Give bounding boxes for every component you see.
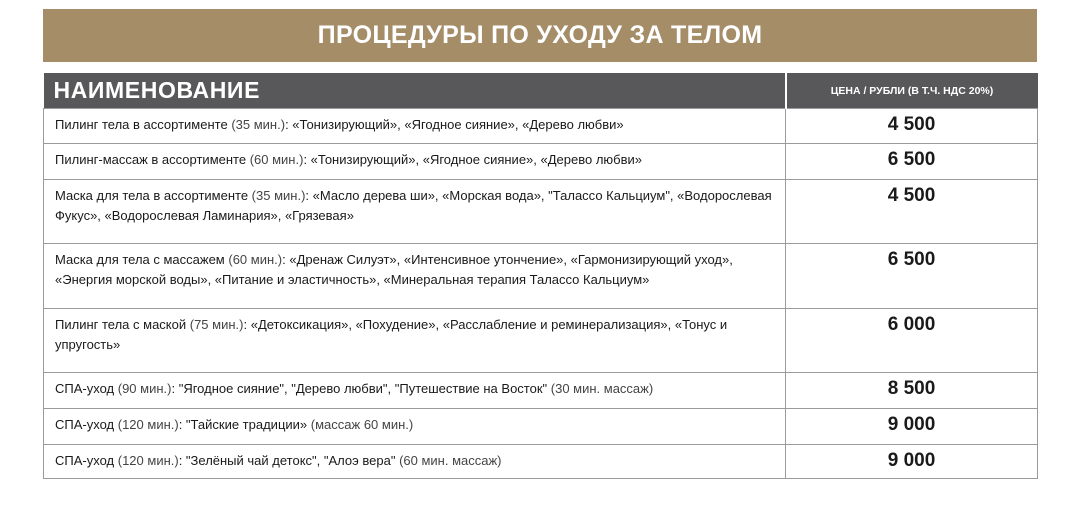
- service-price: 6 500: [786, 144, 1038, 180]
- service-name: Маска для тела в ассортименте: [55, 188, 249, 203]
- table-row: [44, 309, 1038, 373]
- table-row: [44, 144, 1038, 180]
- service-price: 9 000: [786, 445, 1038, 479]
- table-row: [44, 244, 1038, 309]
- service-details: : «Масло дерева ши», «Морская вода», "Талассо Кальциум", «Водорослевая Фукус», «Водорослевая Ламинария», «Грязевая»: [55, 188, 772, 223]
- table-row: [44, 180, 1038, 244]
- service-name: Пилинг-массаж в ассортименте: [55, 152, 247, 167]
- service-name: Маска для тела с массажем: [55, 252, 225, 267]
- service-description: [44, 180, 786, 244]
- service-duration: (90 мин.): [117, 381, 172, 396]
- service-name: СПА-уход: [55, 453, 115, 468]
- service-duration: (120 мин.): [117, 417, 179, 432]
- service-duration: (35 мин.): [231, 117, 286, 132]
- service-price: 4 500: [786, 180, 1038, 244]
- service-description: [44, 445, 786, 479]
- service-details: : "Тайские традиции»: [178, 417, 308, 432]
- service-description: [44, 144, 786, 180]
- service-name: СПА-уход: [55, 417, 115, 432]
- title-banner: [43, 9, 1037, 62]
- page-title: ПРОЦЕДУРЫ ПО УХОДУ ЗА ТЕЛОМ: [317, 21, 763, 49]
- service-duration: (60 мин.): [228, 252, 283, 267]
- table-header-row: [44, 73, 1038, 109]
- service-duration: (120 мин.): [117, 453, 179, 468]
- service-description: [44, 409, 786, 445]
- service-duration: (35 мин.): [251, 188, 306, 203]
- service-note: (30 мин. массаж): [550, 381, 654, 396]
- table-row: [44, 109, 1038, 144]
- service-note: (60 мин. массаж): [399, 453, 502, 468]
- service-details: : "Ягодное сияние", "Дерево любви", "Путешествие на Восток": [171, 381, 548, 396]
- table-row: [44, 445, 1038, 479]
- service-details: : "Зелёный чай детокс", "Алоэ вера": [178, 453, 396, 468]
- service-duration: (75 мин.): [189, 317, 244, 332]
- table-row: [44, 409, 1038, 445]
- price-table: [43, 73, 1038, 479]
- service-note: (массаж 60 мин.): [310, 417, 414, 432]
- column-header-price: ЦЕНА / РУБЛИ (В Т.Ч. НДС 20%): [786, 73, 1038, 109]
- service-duration: (60 мин.): [249, 152, 304, 167]
- service-name: Пилинг тела с маской: [55, 317, 187, 332]
- service-price: 6 000: [786, 309, 1038, 373]
- service-description: [44, 244, 786, 309]
- column-header-name: НАИМЕНОВАНИЕ: [44, 73, 786, 109]
- service-price: 4 500: [786, 109, 1038, 144]
- service-price: 9 000: [786, 409, 1038, 445]
- service-details: : «Дренаж Силуэт», «Интенсивное утончение», «Гармонизирующий уход», «Энергия морской воды», «Питание и эластичность», «Минеральная терапия Талассо Кальциум»: [55, 252, 733, 287]
- service-details: : «Детоксикация», «Похудение», «Расслабление и реминерализация», «Тонус и упругость»: [55, 317, 728, 352]
- service-description: [44, 109, 786, 144]
- service-description: [44, 309, 786, 373]
- service-details: : «Тонизирующий», «Ягодное сияние», «Дерево любви»: [285, 117, 624, 132]
- service-details: : «Тонизирующий», «Ягодное сияние», «Дерево любви»: [303, 152, 643, 167]
- service-price: 6 500: [786, 244, 1038, 309]
- service-price: 8 500: [786, 373, 1038, 409]
- service-name: СПА-уход: [55, 381, 115, 396]
- service-description: [44, 373, 786, 409]
- service-name: Пилинг тела в ассортименте: [55, 117, 228, 132]
- table-row: [44, 373, 1038, 409]
